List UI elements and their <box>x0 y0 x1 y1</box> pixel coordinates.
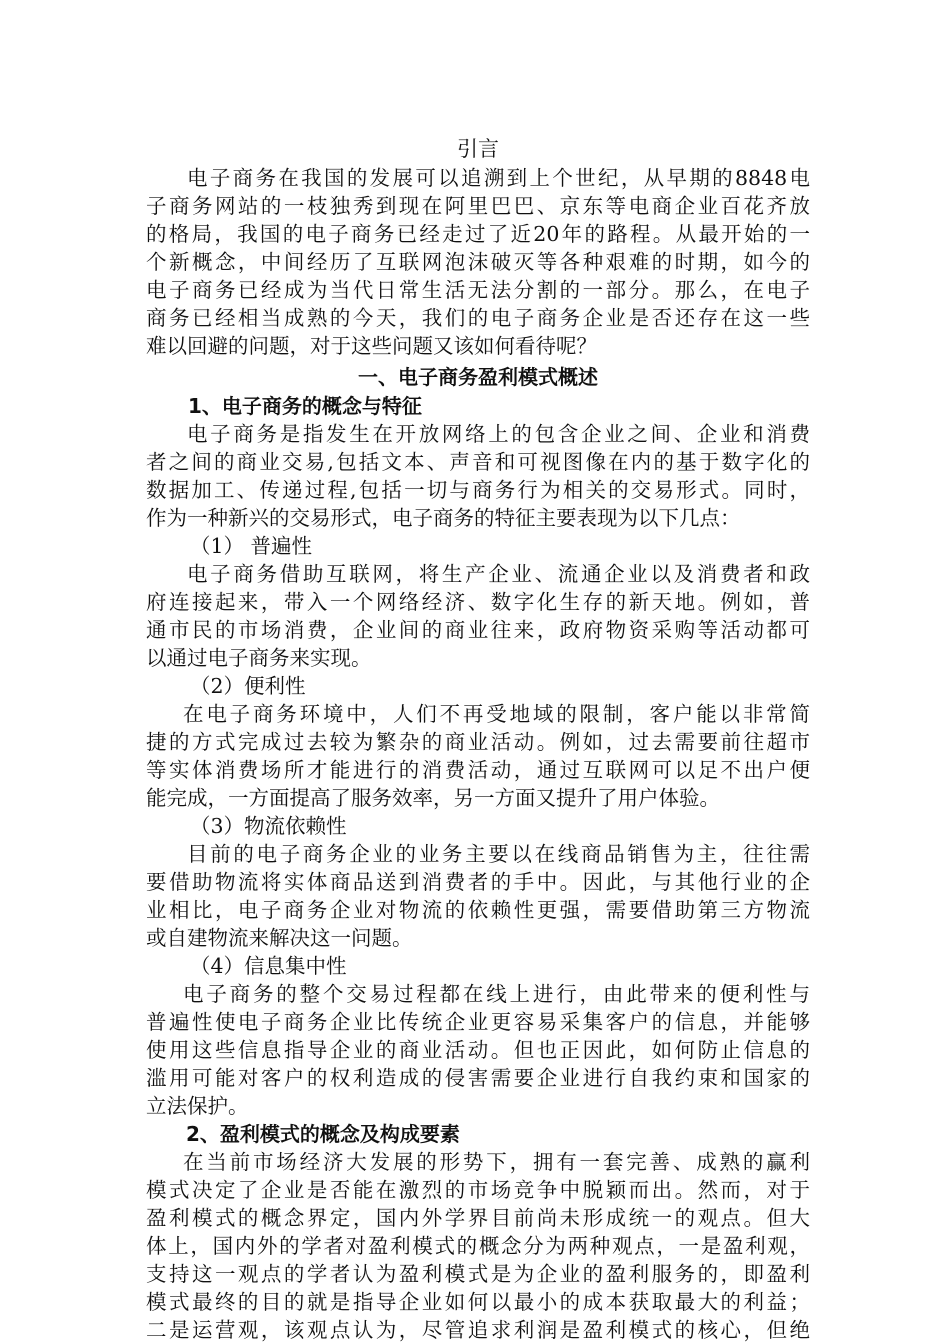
paragraph-line: 电子商务已经成为当代日常生活无法分割的一部分。那么，在电子 <box>146 278 810 302</box>
paragraph-line: 在电子商务环境中，人们不再受地域的限制，客户能以非常简 <box>183 702 810 726</box>
paragraph-line: 者之间的商业交易,包括文本、声音和可视图像在内的基于数字化的 <box>146 450 810 474</box>
item-paragraph <box>146 980 810 1120</box>
paragraph-line: 二是运营观，该观点认为，尽管追求利润是盈利模式的核心，但绝 <box>146 1318 810 1342</box>
paragraph-line: 以通过电子商务来实现。 <box>146 646 372 670</box>
paragraph-line: 要借助物流将实体商品送到消费者的手中。因此，与其他行业的企 <box>146 870 810 894</box>
subsection-title: 2、盈利模式的概念及构成要素 <box>186 1122 460 1146</box>
paragraph-line: 体上，国内外的学者对盈利模式的概念分为两种观点，一是盈利观， <box>146 1234 810 1258</box>
paragraph-line: 普遍性使电子商务企业比传统企业更容易采集客户的信息，并能够 <box>146 1010 810 1034</box>
definition-paragraph <box>146 420 810 532</box>
paragraph-line: 商务已经相当成熟的今天，我们的电子商务企业是否还存在这一些 <box>146 306 810 330</box>
item-heading: （3）物流依赖性 <box>190 814 347 838</box>
paragraph-line: 等实体消费场所才能进行的消费活动，通过互联网可以足不出户便 <box>146 758 810 782</box>
item-heading: （2）便利性 <box>190 674 306 698</box>
paragraph-line: 作为一种新兴的交易形式，电子商务的特征主要表现为以下几点： <box>146 506 741 530</box>
paragraph-line: 个新概念，中间经历了互联网泡沫破灭等各种艰难的时期，如今的 <box>146 250 810 274</box>
item-paragraph <box>146 700 810 812</box>
paragraph-line: 电子商务是指发生在开放网络上的包含企业之间、企业和消费 <box>187 422 810 446</box>
profit-model-paragraph <box>146 1148 810 1344</box>
paragraph-line: 电子商务借助互联网，将生产企业、流通企业以及消费者和政 <box>187 562 810 586</box>
paragraph-line: 的格局，我国的电子商务已经走过了近20年的路程。从最开始的一 <box>146 222 810 246</box>
paragraph-line: 目前的电子商务企业的业务主要以在线商品销售为主，往往需 <box>187 842 810 866</box>
paragraph-line: 使用这些信息指导企业的商业活动。但也正因此，如何防止信息的 <box>146 1038 810 1062</box>
paragraph-line: 难以回避的问题，对于这些问题又该如何看待呢？ <box>146 334 597 358</box>
paragraph-line: 数据加工、传递过程,包括一切与商务行为相关的交易形式。同时， <box>146 478 810 502</box>
paragraph-line: 捷的方式完成过去较为繁杂的商业活动。例如，过去需要前往超市 <box>146 730 810 754</box>
paragraph-line: 支持这一观点的学者认为盈利模式是为企业的盈利服务的，即盈利 <box>146 1262 810 1286</box>
paragraph-line: 子商务网站的一枝独秀到现在阿里巴巴、京东等电商企业百花齐放 <box>146 194 810 218</box>
item-heading: （1） 普遍性 <box>190 534 313 558</box>
document-page <box>146 134 810 1344</box>
paragraph-line: 滥用可能对客户的权利造成的侵害需要企业进行自我约束和国家的 <box>146 1066 810 1090</box>
subsection-title: 1、电子商务的概念与特征 <box>188 394 422 418</box>
paragraph-line: 在当前市场经济大发展的形势下，拥有一套完善、成熟的赢利 <box>183 1150 810 1174</box>
paragraph-line: 电子商务在我国的发展可以追溯到上个世纪，从早期的8848电 <box>187 166 810 190</box>
page-title: 引言 <box>457 137 499 161</box>
paragraph-line: 模式决定了企业是否能在激烈的市场竞争中脱颖而出。然而，对于 <box>146 1178 810 1202</box>
paragraph-line: 立法保护。 <box>146 1094 249 1118</box>
item-heading: （4）信息集中性 <box>190 954 347 978</box>
paragraph-line: 盈利模式的概念界定，国内外学界目前尚未形成统一的观点。但大 <box>146 1206 810 1230</box>
paragraph-line: 通市民的市场消费，企业间的商业往来，政府物资采购等活动都可 <box>146 618 810 642</box>
paragraph-line: 或自建物流来解决这一问题。 <box>146 926 413 950</box>
item-paragraph <box>146 840 810 952</box>
intro-paragraph <box>146 164 810 360</box>
paragraph-line: 能完成，一方面提高了服务效率，另一方面又提升了用户体验。 <box>146 786 720 810</box>
section-title: 一、电子商务盈利模式概述 <box>358 365 598 389</box>
paragraph-line: 府连接起来，带入一个网络经济、数字化生存的新天地。例如，普 <box>146 590 810 614</box>
paragraph-line: 电子商务的整个交易过程都在线上进行，由此带来的便利性与 <box>183 982 810 1006</box>
paragraph-line: 业相比，电子商务企业对物流的依赖性更强，需要借助第三方物流 <box>146 898 810 922</box>
item-paragraph <box>146 560 810 672</box>
paragraph-line: 模式最终的目的就是指导企业如何以最小的成本获取最大的利益； <box>146 1290 810 1314</box>
